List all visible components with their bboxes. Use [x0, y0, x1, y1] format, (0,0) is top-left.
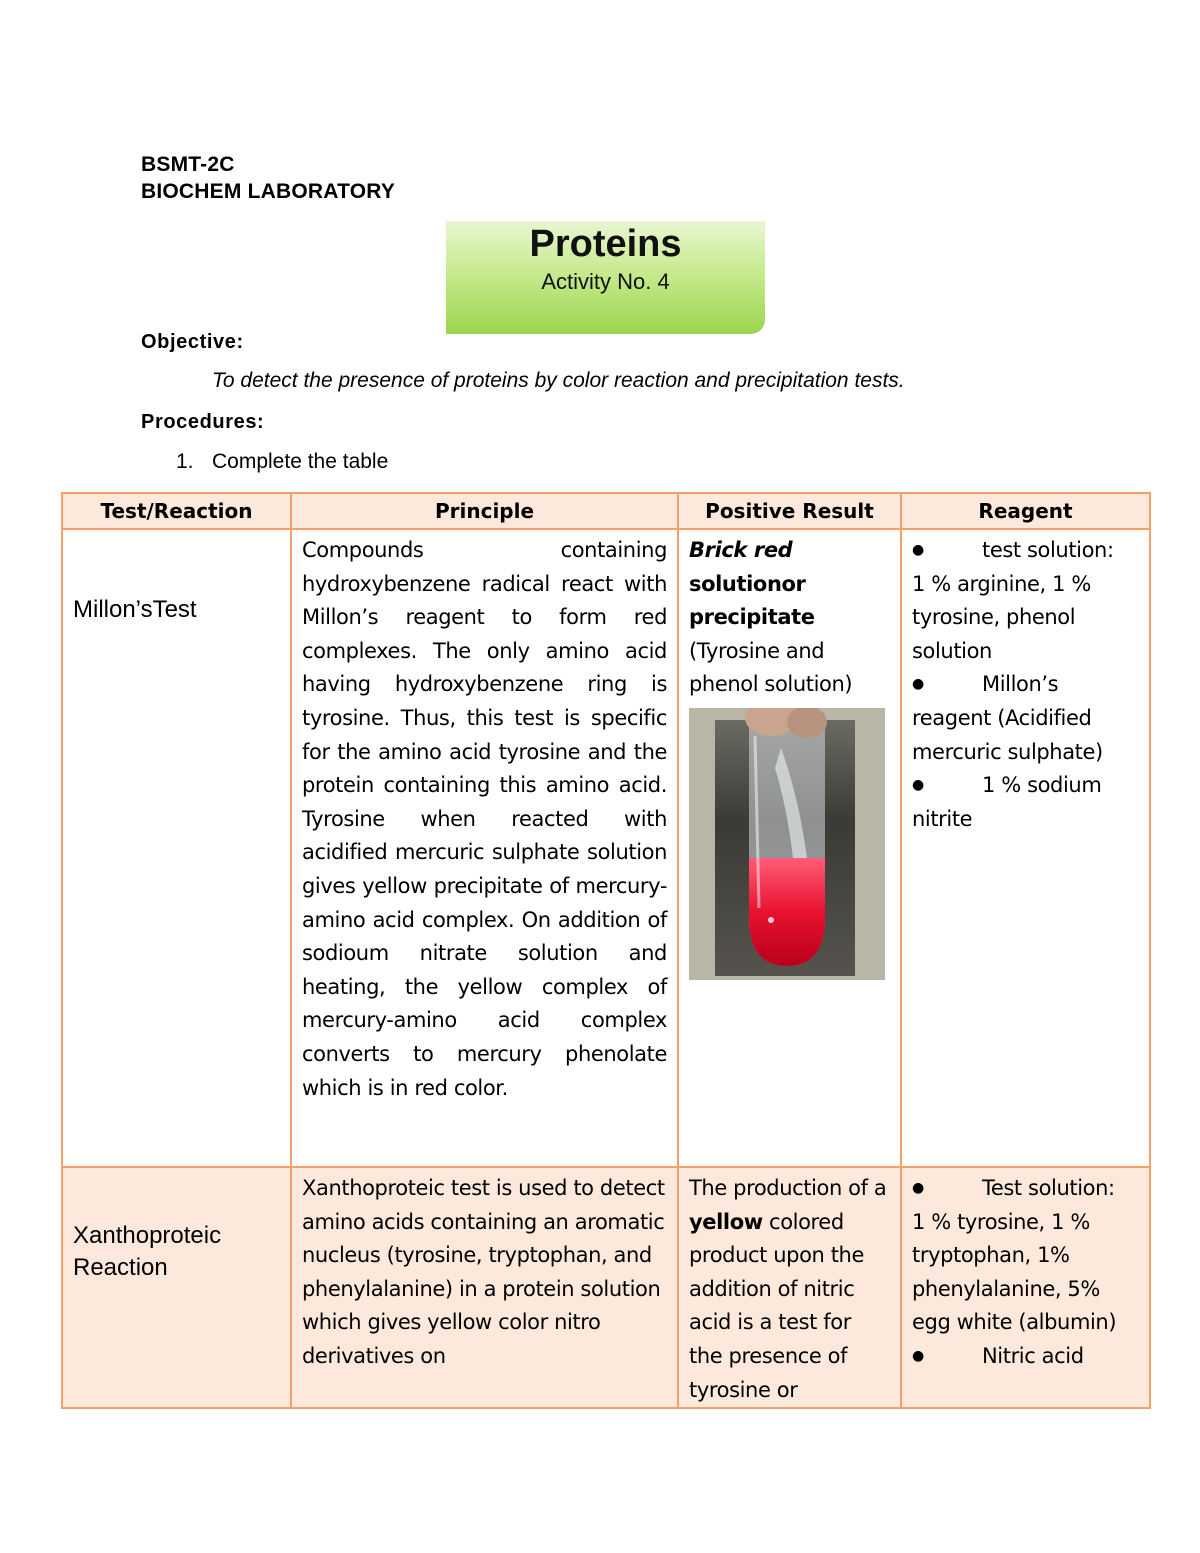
reagent-item-rest: nitrite	[912, 806, 973, 831]
positive-result-cell	[678, 529, 901, 1167]
principle-text: Compounds containing hydroxybenzene radical react with Millon’s reagent to form red complexes. The only amino acid having hydroxybenzene ring is tyrosine. Thus, this test is specific for the amino acid tyrosine and the protein containing this amino acid. Tyrosine when reacted with acidified mercuric sulphate solution gives yellow precipitate of mercury-amino acid complex. On addition of sodioum nitrate solution and heating, the yellow complex of mercury-amino acid complex converts to mercury phenolate which is in red color.	[302, 538, 667, 1100]
principle-cell	[291, 1167, 678, 1408]
list-item	[912, 1340, 1139, 1374]
lab-title: BIOCHEM LABORATORY	[141, 180, 396, 203]
list-item	[912, 769, 1139, 836]
reagent-item-lead: Test solution:	[982, 1176, 1115, 1200]
table-row	[62, 529, 1150, 1167]
result-text-after: colored product upon the addition of nitric acid is a test for the presence of tyrosine or	[689, 1209, 864, 1402]
result-note: (Tyrosine and phenol solution)	[689, 638, 853, 697]
reagent-item-lead: Nitric acid	[982, 1343, 1084, 1368]
table-header-row	[62, 493, 1150, 529]
result-text-before: The production of a	[689, 1176, 887, 1200]
reagent-item-rest: reagent (Acidified mercuric sulphate)	[912, 705, 1103, 764]
test-name-cell	[62, 1167, 291, 1408]
result-color: yellow	[689, 1209, 763, 1234]
activity-banner	[446, 221, 765, 334]
test-name-cell	[62, 529, 291, 1167]
reagent-item-rest: 1 % tyrosine, 1 % tryptophan, 1% phenylalanine, 5% egg white (albumin)	[912, 1209, 1117, 1335]
bullet-icon: ●	[912, 1180, 924, 1196]
table-row	[62, 1167, 1150, 1408]
test-tube-photo	[689, 708, 885, 980]
banner-subtitle: Activity No. 4	[541, 269, 670, 294]
bullet-icon: ●	[912, 676, 924, 693]
bullet-icon: ●	[912, 542, 924, 558]
reagent-list	[912, 1172, 1139, 1374]
reagent-item-lead: Millon’s	[982, 672, 1059, 697]
objective-label: Objective:	[141, 331, 244, 353]
principle-cell	[291, 529, 678, 1167]
banner-title: Proteins	[529, 223, 682, 265]
course-code: BSMT-2C	[141, 153, 235, 176]
principle-text: Xanthoproteic test is used to detect amino acids containing an aromatic nucleus (tyrosine, tryptophan, and phenylalanine) in a protein solution which gives yellow color nitro derivatives on	[302, 1176, 665, 1368]
list-item	[912, 534, 1139, 668]
header-positive-result: Positive Result	[678, 493, 901, 529]
list-item	[912, 1172, 1139, 1340]
positive-result	[689, 534, 890, 702]
reagent-cell	[901, 1167, 1150, 1408]
positive-result	[689, 1172, 890, 1407]
reagent-cell	[901, 529, 1150, 1167]
bullet-icon: ●	[912, 1347, 924, 1364]
reagent-item-lead: 1 % sodium	[982, 773, 1102, 798]
header-test-reaction: Test/Reaction	[62, 493, 291, 529]
procedures-label: Procedures:	[141, 411, 265, 433]
header-principle: Principle	[291, 493, 678, 529]
list-item	[912, 668, 1139, 769]
reagent-item-rest: 1 % arginine, 1 % tyrosine, phenol solution	[912, 571, 1091, 663]
proteins-table	[61, 492, 1151, 1409]
header-reagent: Reagent	[901, 493, 1150, 529]
result-color: Brick red	[689, 538, 793, 562]
reagent-list	[912, 534, 1139, 836]
positive-result-cell	[678, 1167, 901, 1408]
test-name: Millon’sTest	[73, 596, 197, 623]
reagent-item-lead: test solution:	[982, 538, 1114, 562]
step-text: Complete the table	[212, 450, 389, 473]
test-tube-illustration	[689, 708, 885, 980]
test-name: Xanthoproteic Reaction	[73, 1222, 222, 1281]
objective-text: To detect the presence of proteins by color reaction and precipitation tests.	[212, 369, 905, 392]
bullet-icon: ●	[912, 777, 924, 794]
result-form: solutionor precipitate	[689, 571, 815, 630]
step-number: 1.	[176, 450, 194, 473]
